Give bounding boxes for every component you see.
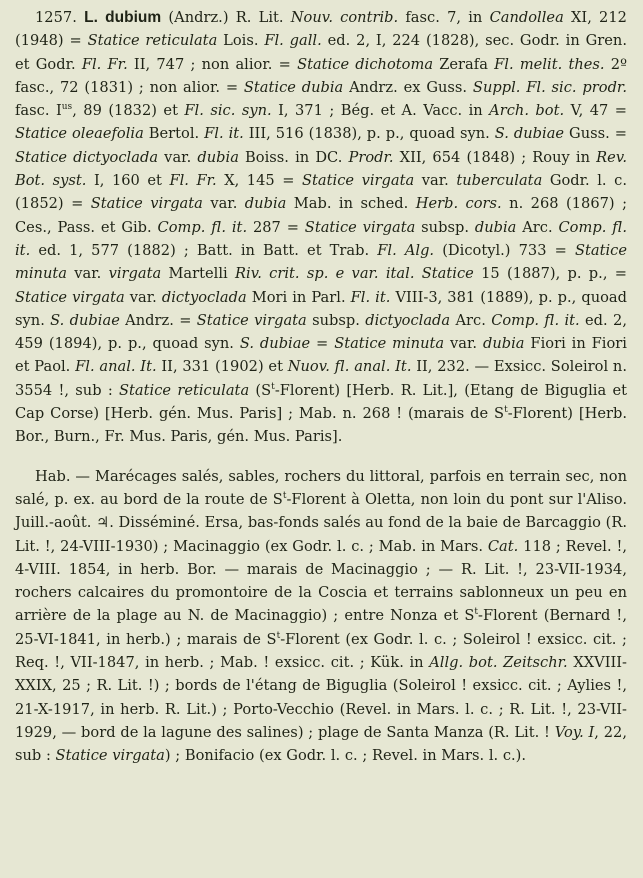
- italic-text: Statice virgata: [304, 218, 416, 236]
- text-run: I, 160 et: [86, 172, 170, 190]
- text-run: subsp.: [415, 218, 475, 236]
- text-run: 15 (1887), p. p., =: [473, 265, 627, 283]
- text-run: var.: [414, 172, 457, 190]
- italic-text: Comp. fl. it.: [157, 218, 248, 236]
- italic-text: dubia: [482, 335, 525, 353]
- italic-text: dubia: [474, 218, 517, 236]
- text-run: ed. 1, 577 (1882) ; Batt. in Batt. et Trab.: [30, 241, 378, 259]
- text-run: Arc.: [450, 311, 492, 329]
- italic-text: Suppl. Fl. sic. prodr.: [472, 78, 627, 96]
- text-run: -Florent) [Herb. Bor., Burn., Fr. Mus. Paris, gén. Mus. Paris].: [15, 405, 627, 446]
- genus-abbrev: L.: [84, 9, 98, 26]
- entry-paragraph: [15, 6, 627, 449]
- italic-text: Voy. I: [554, 723, 595, 741]
- text-run: -Florent) [Herb. R. Lit.], (Etang de Biguglia et Cap Corse) [Herb. gén. Mus. Paris] ; Mab. n. 268 ! (marais de S: [15, 381, 627, 423]
- italic-text: Riv. crit. sp. e var. ital. Statice: [235, 265, 474, 283]
- text-run: XXVIII-XXIX, 25 ; R. Lit. !) ; bords de l'étang de Biguglia (Soleirol ! exsicc. cit. ; Aylies !, 21-X-1917, in herb. R. Lit.) ; Porto-Vecchio (Revel. in Mars. l. c. ; R. Lit. !, 23-VII-1929, — bord de la lagune des salines) ; plage de Santa Manza (R. Lit. !: [15, 654, 628, 741]
- text-run: VIII-3, 381 (1889), p. p., quoad syn.: [15, 288, 628, 329]
- italic-text: Comp. fl. it.: [15, 218, 627, 259]
- text-run: -Florent (Bernard !, 25-VI-1841, in herb.) ; marais de S: [15, 607, 627, 648]
- text-run: Andrz. =: [119, 311, 197, 329]
- italic-text: Fl. gall.: [264, 32, 322, 50]
- italic-text: Rev. Bot. syst.: [15, 148, 628, 190]
- entry-number: 1257.: [35, 9, 77, 26]
- italic-text: Fl. melit. thes.: [494, 55, 605, 73]
- italic-text: tuberculata: [456, 172, 543, 190]
- text-run: , 22, sub :: [15, 723, 627, 765]
- text-run: t: [271, 381, 275, 392]
- text-run: II, 331 (1902) et: [156, 358, 288, 376]
- text-run: , 89 (1832) et: [72, 102, 185, 120]
- habitat-paragraph: [15, 465, 627, 768]
- text-run: Mori in Parl.: [246, 288, 351, 306]
- italic-text: Comp. fl. it.: [491, 311, 580, 329]
- text-run: Godr. l. c. (1852) =: [15, 172, 627, 213]
- text-run: t: [474, 607, 479, 618]
- text-run: n. 268 (1867) ; Ces., Pass. et Gib.: [15, 195, 628, 236]
- text-run: t: [276, 630, 281, 641]
- text-run: Martelli: [161, 265, 236, 283]
- italic-text: Nouv. contrib.: [290, 9, 399, 26]
- italic-text: Fl. it.: [204, 125, 244, 143]
- italic-text: Statice minuta: [15, 241, 627, 283]
- italic-text: dictyoclada: [161, 288, 247, 306]
- text-run: fasc. I: [15, 102, 62, 120]
- text-run: Arc.: [516, 218, 559, 236]
- text-run: us: [61, 102, 73, 113]
- italic-text: Fl. anal. It.: [75, 358, 157, 376]
- italic-text: Cat.: [487, 537, 519, 555]
- text-run: Hab. — Marécages salés, sables, rochers du littoral, parfois en terrain sec, non salé, p. ex. au bord de la route de S: [15, 467, 627, 508]
- text-run: Lois.: [217, 32, 265, 50]
- species-author: (Andrz.): [168, 9, 229, 26]
- italic-text: Arch. bot.: [489, 102, 565, 120]
- italic-text: dubia: [244, 195, 287, 213]
- text-run: III, 516 (1838), p. p., quoad syn.: [243, 125, 495, 143]
- text-run: II, 747 ; non alior. =: [127, 55, 298, 73]
- italic-text: Herb. cors.: [415, 195, 502, 213]
- text-run: XII, 654 (1848) ; Rouy in: [393, 148, 597, 166]
- text-run: ) ; Bonifacio (ex Godr. l. c. ; Revel. in Mars. l. c.).: [164, 747, 527, 765]
- text-run: ed. 2, 459 (1894), p. p., quoad syn.: [15, 311, 627, 353]
- italic-text: Statice dictyoclada: [15, 148, 159, 166]
- italic-text: S. dubiae: [239, 335, 311, 353]
- italic-text: Fl. Fr.: [81, 55, 128, 73]
- italic-text: Statice virgata: [196, 311, 307, 329]
- italic-text: virgata: [108, 265, 162, 283]
- species-epithet: dubium: [105, 9, 162, 26]
- text-run: ed. 2, I, 224 (1828), sec. Godr. in Gren. et Godr.: [15, 32, 628, 73]
- italic-text: Statice reticulata: [87, 32, 218, 50]
- text-run: Guss. =: [564, 125, 627, 143]
- entry-body: [15, 9, 627, 445]
- italic-text: Statice virgata: [55, 747, 165, 765]
- text-run: 287 =: [247, 218, 305, 236]
- italic-text: Statice dichotoma: [297, 55, 434, 73]
- italic-text: dubia: [197, 148, 239, 166]
- text-run: t: [282, 491, 287, 502]
- italic-text: Candollea: [489, 9, 564, 26]
- text-run: t: [504, 405, 508, 416]
- text-run: 118 ; Revel. !, 4-VIII. 1854, in herb. Bor. — marais de Macinaggio ; — R. Lit. !, 23-VII-1934, rochers calcaires du promontoire de la Coscia et terrains sablonneux un peu en arrière de la plage au N. de Macinaggio) ; entre Nonza et S: [15, 537, 627, 625]
- text-run: -Florent à Oletta, non loin du pont sur l'Aliso. Juill.-août. ♃. Disséminé. Ersa, bas-fonds salés au fond de la baie de Barcaggio (R. Lit. !, 24-VIII-1930) ; Macinaggio (ex Godr. l. c. ; Mab. in Mars.: [15, 490, 627, 555]
- text-run: I, 371 ; Bég. et A. Vacc. in: [271, 102, 490, 120]
- text-run: XI, 212 (1948) =: [15, 9, 627, 50]
- text-run: (Dicotyl.) 733 =: [434, 241, 575, 259]
- italic-text: Statice oleaefolia: [15, 125, 144, 143]
- text-run: Mab. in sched.: [286, 195, 416, 213]
- text-run: var.: [202, 195, 245, 213]
- italic-text: S. dubiae: [494, 125, 565, 143]
- text-run: var.: [67, 265, 109, 283]
- italic-text: Allg. bot. Zeitschr.: [429, 654, 568, 672]
- text-run: II, 232. — Exsicc. Soleirol n. 3554 !, sub :: [15, 358, 627, 399]
- italic-text: Fl. Alg.: [377, 241, 435, 259]
- italic-text: Nuov. fl. anal. It.: [287, 358, 412, 376]
- italic-text: Statice virgata: [90, 195, 203, 213]
- text-run: Boiss. in DC.: [238, 148, 349, 166]
- text-run: Bertol.: [143, 125, 205, 143]
- text-run: (S: [249, 381, 272, 399]
- text-run: var.: [158, 148, 198, 166]
- text-run: 2º fasc., 72 (1831) ; non alior. =: [15, 55, 627, 96]
- text-run: subsp.: [306, 311, 366, 329]
- italic-text: Fl. sic. syn.: [184, 102, 272, 120]
- italic-text: dictyoclada: [365, 311, 451, 329]
- text-run: -Florent (ex Godr. l. c. ; Soleirol ! exsicc. cit. ; Req. !, VII-1847, in herb. ; Mab. ! exsicc. cit. ; Kük. in: [15, 630, 627, 672]
- italic-text: Fl. it.: [350, 288, 391, 306]
- text-run: fasc. 7, in: [398, 9, 490, 26]
- text-run: Fiori in Fiori et Paol.: [15, 335, 627, 376]
- text-run: Andrz. ex Guss.: [343, 78, 473, 96]
- italic-text: S. dubiae: [50, 311, 120, 329]
- text-run: V, 47 =: [564, 102, 627, 120]
- text-run: X, 145 =: [216, 172, 303, 190]
- italic-text: Statice virgata: [15, 288, 125, 306]
- text-run: =: [310, 335, 335, 353]
- italic-text: Fl. Fr.: [169, 172, 217, 190]
- italic-text: Statice minuta: [334, 335, 445, 353]
- italic-text: Statice reticulata: [119, 381, 250, 399]
- italic-text: Prodr.: [348, 148, 394, 166]
- text-run: var.: [124, 288, 162, 306]
- italic-text: Statice dubia: [243, 78, 344, 96]
- text-run: R. Lit.: [228, 9, 291, 26]
- text-run: Zerafa: [433, 55, 495, 73]
- text-run: var.: [444, 335, 483, 353]
- italic-text: Statice virgata: [302, 172, 415, 190]
